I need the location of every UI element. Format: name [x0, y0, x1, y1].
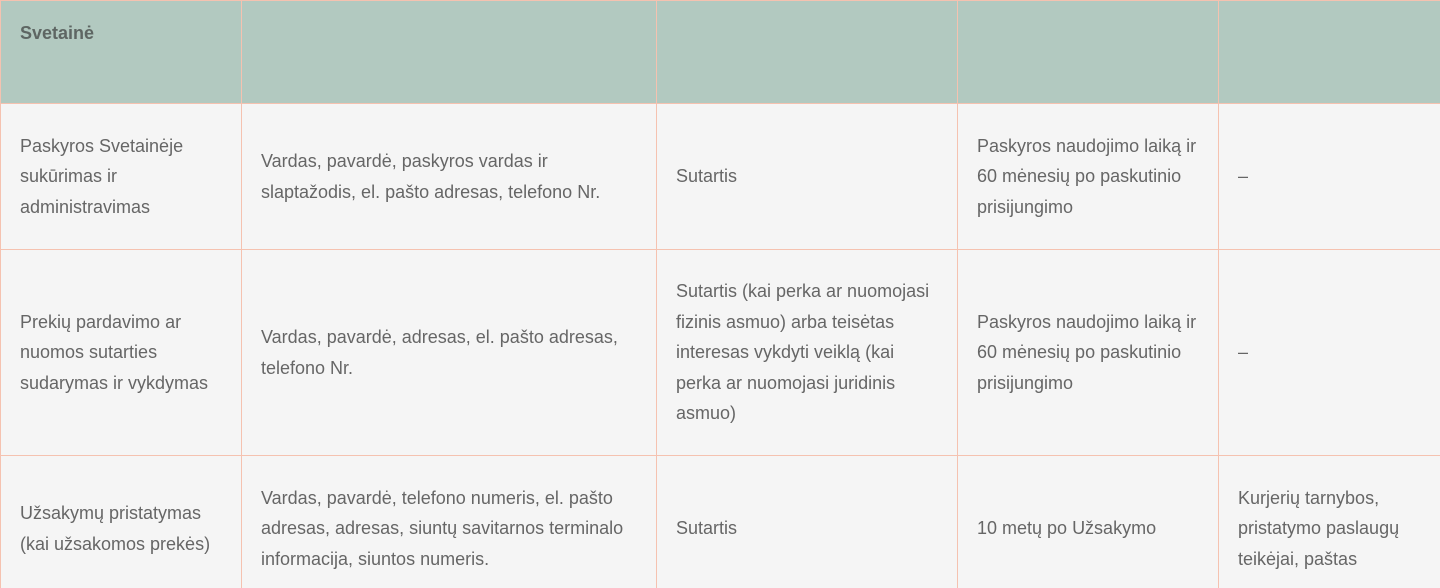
retention-text: Paskyros naudojimo laiką ir 60 mėnesių po paskutinio prisijungimo [977, 135, 1197, 217]
section-title: Svetainė [20, 23, 95, 43]
recipients-text: – [1238, 342, 1249, 363]
data-text: Vardas, pavardė, adresas, el. pašto adresas, telefono Nr. [261, 327, 618, 378]
table-row [1, 250, 1440, 456]
purpose-cell [1, 250, 242, 456]
table-row [1, 456, 1440, 588]
basis-text: Sutartis [676, 166, 738, 187]
section-empty-cell [242, 1, 657, 104]
section-empty-cell [1219, 1, 1440, 104]
basis-cell [657, 250, 958, 456]
recipients-text: Kurjerių tarnybos, pristatymo paslaugų teikėjai, paštas [1238, 487, 1400, 569]
table-row [1, 104, 1440, 250]
retention-text: 10 metų po Užsakymo [977, 518, 1157, 539]
data-cell [242, 250, 657, 456]
basis-cell [657, 456, 958, 588]
purpose-cell [1, 456, 242, 588]
purpose-text: Prekių pardavimo ar nuomos sutarties sudarymas ir vykdymas [20, 311, 209, 393]
purpose-text: Užsakymų pristatymas (kai užsakomos prekės) [20, 503, 211, 554]
recipients-cell [1219, 456, 1440, 588]
recipients-text: – [1238, 166, 1249, 187]
retention-cell [958, 104, 1219, 250]
section-title-cell [1, 1, 242, 104]
basis-text: Sutartis [676, 518, 738, 539]
data-cell [242, 456, 657, 588]
retention-cell [958, 456, 1219, 588]
basis-cell [657, 104, 958, 250]
basis-text: Sutartis (kai perka ar nuomojasi fizinis asmuo) arba teisėtas interesas vykdyti veiklą (kai perka ar nuomojasi juridinis asmuo) [676, 281, 930, 424]
retention-text: Paskyros naudojimo laiką ir 60 mėnesių po paskutinio prisijungimo [977, 311, 1197, 393]
purpose-cell [1, 104, 242, 250]
purpose-text: Paskyros Svetainėje sukūrimas ir administravimas [20, 135, 184, 217]
section-empty-cell [657, 1, 958, 104]
recipients-cell [1219, 250, 1440, 456]
data-cell [242, 104, 657, 250]
retention-cell [958, 250, 1219, 456]
data-text: Vardas, pavardė, telefono numeris, el. pašto adresas, adresas, siuntų savitarnos terminalo informacija, siuntos numeris. [261, 487, 624, 569]
section-empty-cell [958, 1, 1219, 104]
section-header-row [1, 1, 1440, 104]
recipients-cell [1219, 104, 1440, 250]
data-text: Vardas, pavardė, paskyros vardas ir slaptažodis, el. pašto adresas, telefono Nr. [261, 151, 601, 202]
